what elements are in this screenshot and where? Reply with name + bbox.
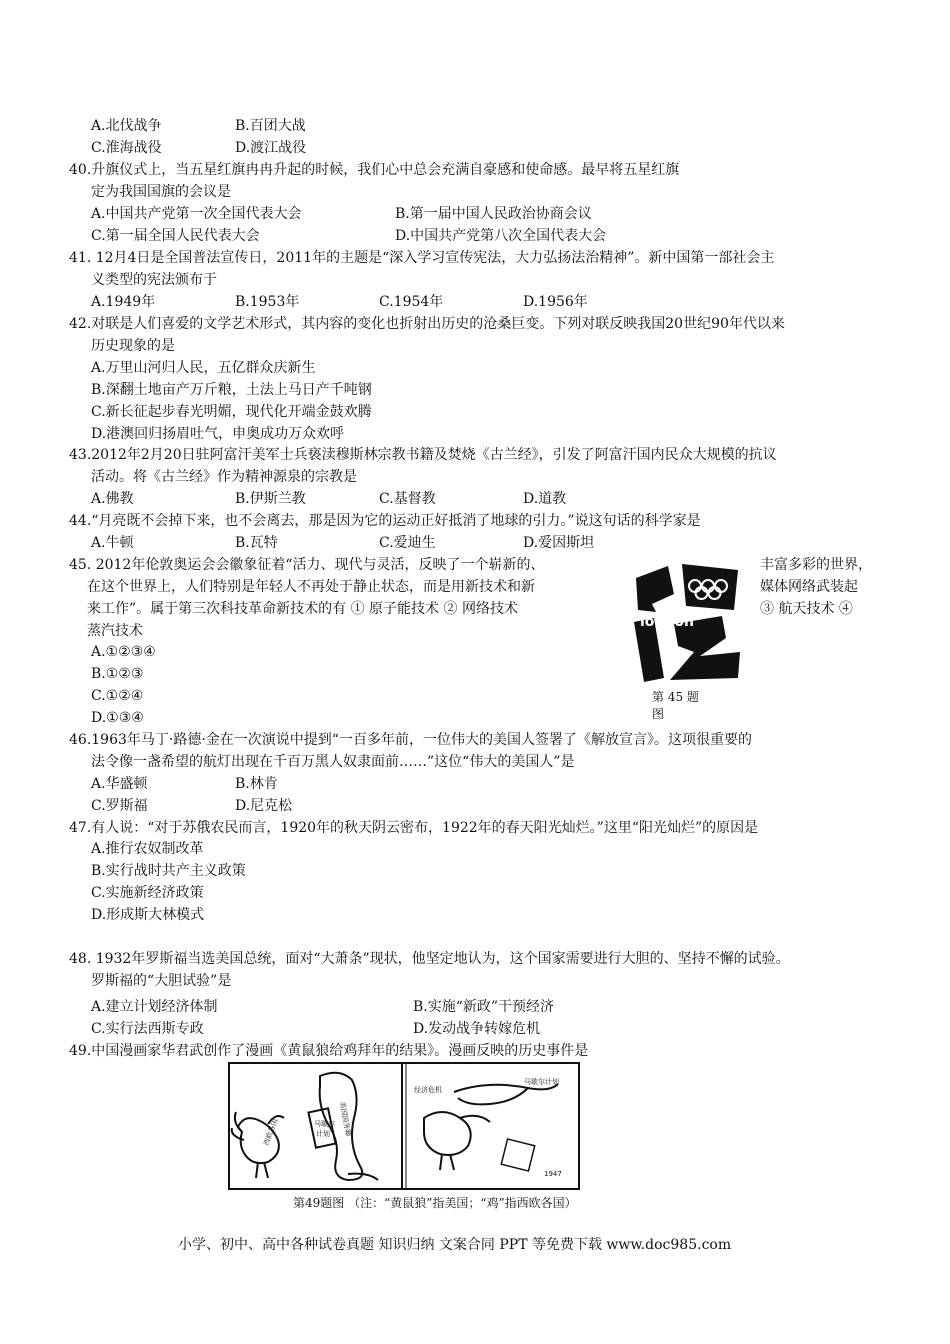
q47-option-a: A.推行农奴制改革 xyxy=(91,841,204,857)
logo-london-text: london xyxy=(640,614,694,630)
q48-stem-line2: 罗斯福的“大胆试验”是 xyxy=(91,973,232,989)
q42-option-c: C.新长征起步春光明媚，现代化开端金鼓欢腾 xyxy=(91,404,372,420)
q48-option-b: B.实施“新政”干预经济 xyxy=(413,999,555,1015)
cartoon-label-us-secretary: 美国国务卿 xyxy=(338,1100,352,1137)
q42-option-b: B.深翻土地亩产万斤粮，土法上马日产千吨钢 xyxy=(91,382,372,398)
q46-option-a: A.华盛顿 xyxy=(91,776,148,792)
q42-stem-line1: 42.对联是人们喜爱的文学艺术形式，其内容的变化也折射出历史的沧桑巨变。下列对联反映我国20世纪90年代以来 xyxy=(69,316,785,332)
q40-option-b: B.第一届中国人民政治协商会议 xyxy=(395,206,592,222)
q40-option-d: D.中国共产党第八次全国代表大会 xyxy=(395,228,607,244)
q45-stem-line2-right: 媒体网络武装起 xyxy=(760,579,858,595)
q45-stem-line3-left: 来工作”。属于第三次科技革命新技术的有 ① 原子能技术 ② 网络技术 xyxy=(87,601,518,617)
q46-stem-line2: 法令像一盏希望的航灯出现在千百万黑人奴隶面前……”这位“伟大的美国人”是 xyxy=(91,754,575,770)
cartoon-label-marshall-plan: 马歇尔计划 xyxy=(524,1078,559,1086)
footer-text: 小学、初中、高中各种试卷真题 知识归纳 文案合同 PPT 等免费下载 www.doc985.com xyxy=(178,1237,732,1253)
q45-figure-caption-2: 图 xyxy=(652,707,665,721)
q45-option-b: B.①②③ xyxy=(91,666,144,682)
q45-option-d: D.①③④ xyxy=(91,710,144,726)
q47-stem-line1: 47.有人说：“对于苏俄农民而言，1920年的秋天阴云密布，1922年的春天阳光灿烂。”这里“阳光灿烂”的原因是 xyxy=(69,820,759,836)
q44-option-a: A.牛顿 xyxy=(91,535,134,551)
q44-option-d: D.爱因斯坦 xyxy=(523,535,595,551)
q46-option-b: B.林肯 xyxy=(235,776,278,792)
q46-stem-line1: 46.1963年马丁·路德·金在一次演说中提到“一百多年前，一位伟大的美国人签署了《解放宣言》。这项很重要的 xyxy=(69,732,752,748)
q45-stem-line3-right: ③ 航天技术 ④ xyxy=(760,601,853,617)
q43-stem-line2: 活动。将《古兰经》作为精神源泉的宗教是 xyxy=(91,469,357,485)
q46-option-c: C.罗斯福 xyxy=(91,798,148,814)
cartoon-label-plan: 计划 xyxy=(316,1130,330,1138)
q43-option-a: A.佛教 xyxy=(91,491,134,507)
q44-option-b: B.瓦特 xyxy=(235,535,278,551)
q41-stem-line2: 义类型的宪法颁布于 xyxy=(91,272,217,288)
q39-option-c: C.淮海战役 xyxy=(91,140,162,156)
q48-stem-line1: 48. 1932年罗斯福当选美国总统，面对“大萧条”现状，他坚定地认为，这个国家需要进行大胆的、坚持不懈的试验。 xyxy=(69,951,790,967)
q45-figure-caption-1: 第 45 题 xyxy=(652,690,699,704)
q48-option-c: C.实行法西斯专政 xyxy=(91,1021,204,1037)
q41-stem-line1: 41. 12月4日是全国普法宣传日，2011年的主题是“深入学习宣传宪法，大力弘扬法治精神”。新中国第一部社会主 xyxy=(69,250,775,266)
cartoon-label-economic-crisis: 经济危机 xyxy=(414,1086,442,1094)
cartoon-label-year: 1947 xyxy=(544,1170,562,1178)
q41-option-d: D.1956年 xyxy=(523,294,588,310)
q45-stem-line2-left: 在这个世界上，人们特别是年轻人不再处于静止状态，而是用新技术和新 xyxy=(87,579,535,595)
q45-stem-line1-left: 45. 2012年伦敦奥运会会徽象征着“活力、现代与灵活，反映了一个崭新的、 xyxy=(69,557,545,573)
q48-option-a: A.建立计划经济体制 xyxy=(91,999,218,1015)
q41-option-a: A.1949年 xyxy=(91,294,156,310)
q45-stem-line4: 蒸汽技术 xyxy=(87,623,143,639)
q43-option-d: D.道教 xyxy=(523,491,567,507)
q46-option-d: D.尼克松 xyxy=(235,798,293,814)
q39-option-a: A.北伐战争 xyxy=(91,118,162,134)
q45-option-c: C.①②④ xyxy=(91,688,144,704)
q44-stem-line1: 44.“月亮既不会掉下来，也不会离去，那是因为它的运动正好抵消了地球的引力。”说这句话的科学家是 xyxy=(69,513,701,529)
q48-option-d: D.发动战争转嫁危机 xyxy=(413,1021,541,1037)
q45-stem-line1-right: 丰富多彩的世界， xyxy=(760,557,872,573)
q44-option-c: C.爱迪生 xyxy=(379,535,436,551)
q43-option-b: B.伊斯兰教 xyxy=(235,491,306,507)
cartoon-label-west-europe: 西欧各国 xyxy=(262,1117,280,1147)
q39-option-d: D.渡江战役 xyxy=(235,140,307,156)
q40-option-c: C.第一届全国人民代表大会 xyxy=(91,228,260,244)
cartoon-label-marshall: 马歇尔 xyxy=(314,1120,335,1128)
q40-stem-line1: 40.升旗仪式上，当五星红旗冉冉升起的时候，我们心中总会充满自豪感和使命感。最早将五星红旗 xyxy=(69,162,680,178)
q41-option-b: B.1953年 xyxy=(235,294,300,310)
q49-stem-line1: 49.中国漫画家华君武创作了漫画《黄鼠狼给鸡拜年的结果》。漫画反映的历史事件是 xyxy=(69,1043,589,1059)
q42-stem-line2: 历史现象的是 xyxy=(91,338,175,354)
q42-option-a: A.万里山河归人民，五亿群众庆新生 xyxy=(91,360,316,376)
q47-option-b: B.实行战时共产主义政策 xyxy=(91,863,246,879)
q49-cartoon xyxy=(228,1062,580,1190)
q47-option-c: C.实施新经济政策 xyxy=(91,885,204,901)
q42-option-d: D.港澳回归扬眉吐气，申奥成功万众欢呼 xyxy=(91,426,345,442)
q43-stem-line1: 43.2012年2月20日驻阿富汗美军士兵亵渎穆斯林宗教书籍及焚烧《古兰经》，引发了阿富汗国内民众大规模的抗议 xyxy=(69,447,777,463)
q39-option-b: B.百团大战 xyxy=(235,118,306,134)
q43-option-c: C.基督教 xyxy=(379,491,436,507)
q47-option-d: D.形成斯大林模式 xyxy=(91,907,205,923)
q40-stem-line2: 定为我国国旗的会议是 xyxy=(91,184,231,200)
q41-option-c: C.1954年 xyxy=(379,294,444,310)
london-2012-logo xyxy=(630,560,745,685)
q49-figure-caption: 第49题图 （注：“黄鼠狼”指美国；“鸡”指西欧各国） xyxy=(293,1196,577,1210)
q45-option-a: A.①②③④ xyxy=(91,644,156,660)
q40-option-a: A.中国共产党第一次全国代表大会 xyxy=(91,206,302,222)
